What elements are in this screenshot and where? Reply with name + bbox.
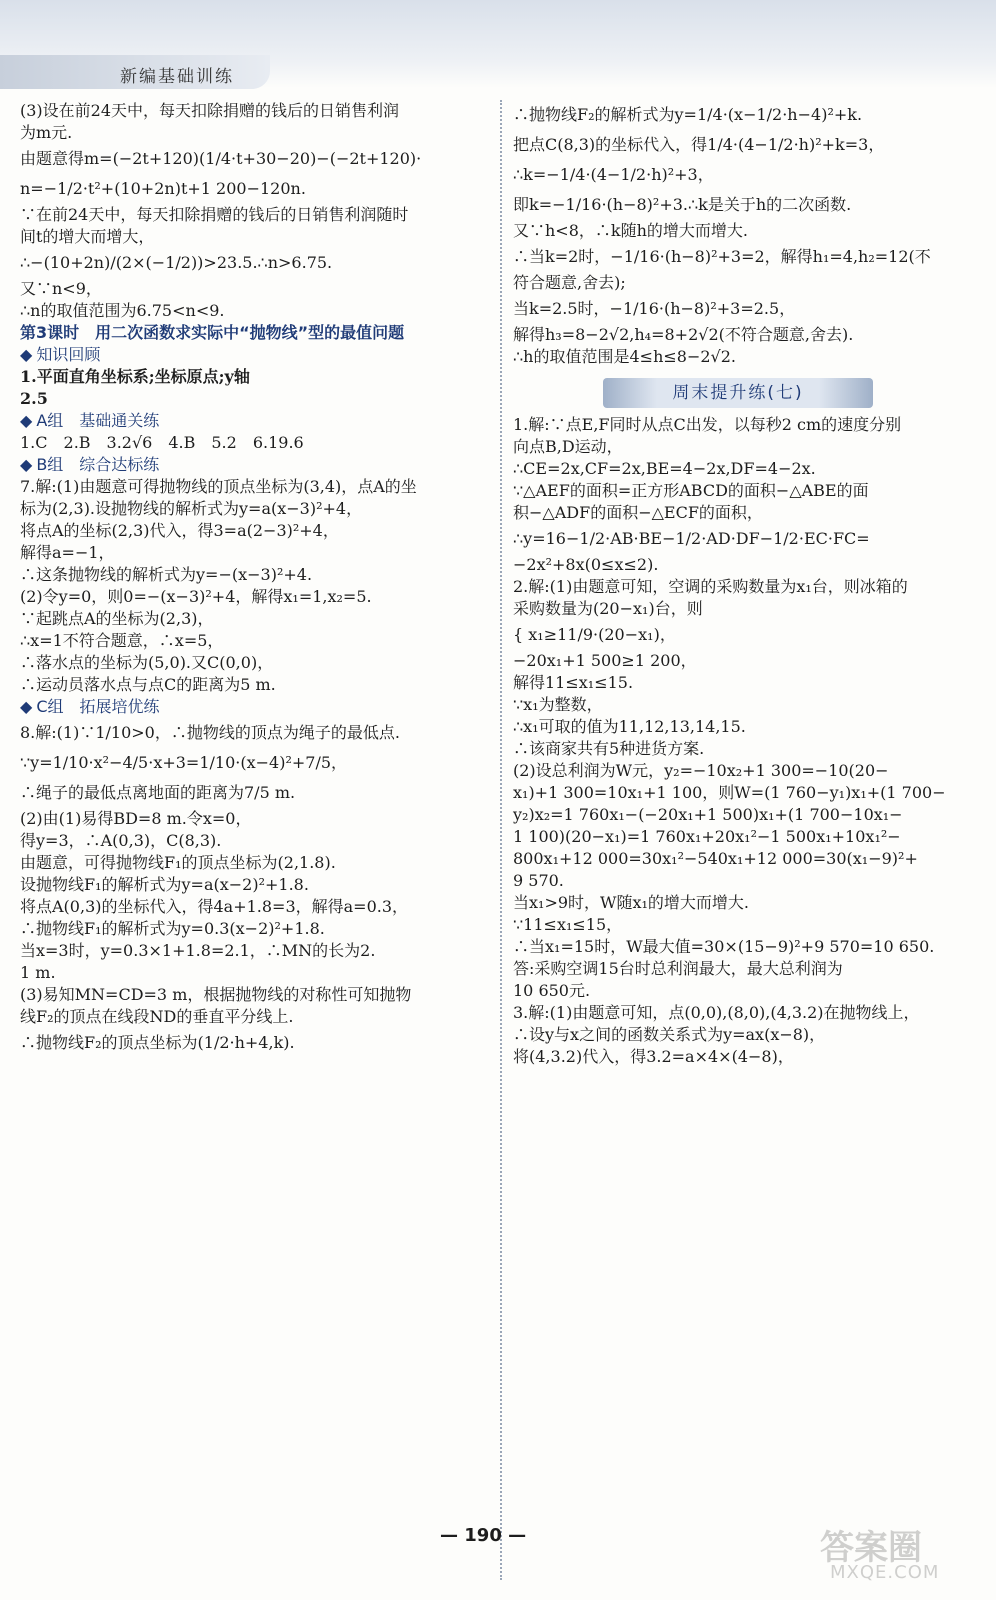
solution-line: (3)易知MN=CD=3 m，根据抛物线的对称性可知抛物 xyxy=(20,985,412,1004)
diamond-icon: ◆ xyxy=(20,411,33,430)
column-divider xyxy=(500,100,502,1580)
solution-line: 答:采购空调15台时总利润最大，最大总利润为 xyxy=(513,959,843,978)
heading-label: 知识回顾 xyxy=(36,345,101,364)
book-title: 新编基础训练 xyxy=(120,67,234,87)
solution-line: 2.解:(1)由题意可知，空调的采购数量为x₁台，则冰箱的 xyxy=(513,577,908,596)
diamond-icon: ◆ xyxy=(20,455,33,474)
weekly-practice-banner: 周末提升练(七) xyxy=(603,378,873,408)
solution-line: 向点B,D运动， xyxy=(513,437,623,456)
diamond-icon: ◆ xyxy=(20,345,33,364)
solution-line: ∴该商家共有5种进货方案. xyxy=(513,739,705,758)
solution-line: (2)设总利润为W元，y₂=−10x₂+1 300=−10(20− xyxy=(513,761,889,780)
solution-line: 由题意，可得抛物线F₁的顶点坐标为(2,1.8). xyxy=(20,853,336,872)
solution-line: 采购数量为(20−x₁)台，则 xyxy=(513,599,703,618)
watermark-logo xyxy=(820,1520,970,1590)
solution-line: 得y=3，∴A(0,3)，C(8,3). xyxy=(20,831,222,850)
solution-line: ∴h的取值范围是4≤h≤8−2√2. xyxy=(513,347,737,366)
solution-line: 线F₂的顶点在线段ND的垂直平分线上. xyxy=(20,1007,294,1026)
heading-label: B组 综合达标练 xyxy=(36,455,160,474)
solution-line: ∴这条抛物线的解析式为y=−(x−3)²+4. xyxy=(20,565,313,584)
right-column xyxy=(513,100,983,1068)
solution-line: 把点C(8,3)的坐标代入，得1/4·(4−1/2·h)²+k=3， xyxy=(513,135,885,154)
solution-line: 又∵h<8，∴k随h的增大而增大. xyxy=(513,221,748,240)
solution-line: ∴抛物线F₂的顶点坐标为(1/2·h+4,k). xyxy=(20,1033,295,1052)
solution-line: 当k=2.5时，−1/16·(h−8)²+3=2.5， xyxy=(513,299,796,318)
solution-line: 3.解:(1)由题意可知，点(0,0),(8,0),(4,3.2)在抛物线上， xyxy=(513,1003,920,1022)
solution-line: ∵11≤x₁≤15， xyxy=(513,915,623,934)
solution-line: −20x₁+1 500≥1 200， xyxy=(513,651,697,670)
solution-line: 即k=−1/16·(h−8)²+3.∴k是关于h的二次函数. xyxy=(513,195,852,214)
solution-line: ∴当x₁=15时，W最大值=30×(15−9)²+9 570=10 650. xyxy=(513,937,935,956)
lesson-title: 第3课时 用二次函数求实际中“抛物线”型的最值问题 xyxy=(20,323,405,342)
solution-line: ∴k=−1/4·(4−1/2·h)²+3， xyxy=(513,165,714,184)
solution-line: 将点A(0,3)的坐标代入，得4a+1.8=3，解得a=0.3， xyxy=(20,897,409,916)
solution-line: 设抛物线F₁的解析式为y=a(x−2)²+1.8. xyxy=(20,875,309,894)
equation-line: ∴−(10+2n)/(2×(−1/2))>23.5.∴n>6.75. xyxy=(20,253,333,272)
solution-line: 当x=3时，y=0.3×1+1.8=2.1，∴MN的长为2. xyxy=(20,941,376,960)
left-column xyxy=(20,100,490,1058)
text-line: (3)设在前24天中，每天扣除捐赠的钱后的日销售利润 xyxy=(20,101,400,120)
group-a-heading xyxy=(20,410,490,432)
solution-line: ∴x₁可取的值为11,12,13,14,15. xyxy=(513,717,746,736)
text-line: ∵在前24天中，每天扣除捐赠的钱后的日销售利润随时 xyxy=(20,205,409,224)
solution-line: 积−△ADF的面积−△ECF的面积， xyxy=(513,503,763,522)
solution-line: 8.解:(1)∵1/10>0，∴抛物线的顶点为绳子的最低点. xyxy=(20,723,400,742)
solution-line: 800x₁+12 000=30x₁²−540x₁+12 000=30(x₁−9)²+ xyxy=(513,849,918,868)
solution-line: ∴运动员落水点与点C的距离为5 m. xyxy=(20,675,276,694)
text-line: ∴n的取值范围为6.75<n<9. xyxy=(20,301,225,320)
answer-line: 1.C 2.B 3.2√6 4.B 5.2 6.19.6 xyxy=(20,433,304,452)
solution-line: { x₁≥11/9·(20−x₁)， xyxy=(513,625,676,644)
solution-line: 将(4,3.2)代入，得3.2=a×4×(4−8)， xyxy=(513,1047,794,1066)
solution-line: ∴当k=2时，−1/16·(h−8)²+3=2，解得h₁=4,h₂=12(不 xyxy=(513,247,931,266)
group-b-heading xyxy=(20,454,490,476)
heading-label: A组 基础通关练 xyxy=(36,411,160,430)
solution-line: 解得h₃=8−2√2,h₄=8+2√2(不符合题意,舍去). xyxy=(513,325,854,344)
solution-line: ∵x₁为整数， xyxy=(513,695,603,714)
diamond-icon: ◆ xyxy=(20,697,33,716)
solution-line: 1 m. xyxy=(20,963,56,982)
solution-line: 1 100)(20−x₁)=1 760x₁+20x₁²−1 500x₁+10x₁²− xyxy=(513,827,901,846)
text-line: 又∵n<9， xyxy=(20,279,102,298)
solution-line: 符合题意,舍去); xyxy=(513,273,626,292)
group-c-heading xyxy=(20,696,490,718)
solution-line: ∵△AEF的面积=正方形ABCD的面积−△ABE的面 xyxy=(513,481,869,500)
watermark-text: 答案圈 xyxy=(820,1528,922,1568)
solution-line: ∴落水点的坐标为(5,0).又C(0,0)， xyxy=(20,653,274,672)
solution-line: ∵y=1/10·x²−4/5·x+3=1/10·(x−4)²+7/5， xyxy=(20,753,348,772)
solution-line: ∴绳子的最低点离地面的距离为7/5 m. xyxy=(20,783,296,802)
solution-line: (2)由(1)易得BD=8 m.令x=0， xyxy=(20,809,252,828)
solution-line: y₂)x₂=1 760x₁−(−20x₁+1 500)x₁+(1 700−10x₁− xyxy=(513,805,903,824)
text-line: 间t的增大而增大， xyxy=(20,227,155,246)
heading-label: C组 拓展培优练 xyxy=(36,697,160,716)
equation-line: n=−1/2·t²+(10+2n)t+1 200−120n. xyxy=(20,179,306,198)
watermark-url: MXQE.COM xyxy=(830,1562,940,1583)
solution-line: ∴CE=2x,CF=2x,BE=4−2x,DF=4−2x. xyxy=(513,459,816,478)
solution-line: 9 570. xyxy=(513,871,564,890)
solution-line: ∴抛物线F₂的解析式为y=1/4·(x−1/2·h−4)²+k. xyxy=(513,105,863,124)
solution-line: 将点A的坐标(2,3)代入，得3=a(2−3)²+4， xyxy=(20,521,339,540)
solution-line: ∴x=1不符合题意，∴x=5， xyxy=(20,631,224,650)
solution-line: ∴y=16−1/2·AB·BE−1/2·AD·DF−1/2·EC·FC= xyxy=(513,529,870,548)
solution-line: x₁)+1 300=10x₁+1 100，则W=(1 760−y₁)x₁+(1 700− xyxy=(513,783,946,802)
answer-line: 2.5 xyxy=(20,389,48,408)
solution-line: 解得11≤x₁≤15. xyxy=(513,673,634,692)
solution-line: 7.解:(1)由题意可得抛物线的顶点坐标为(3,4)，点A的坐 xyxy=(20,477,417,496)
solution-line: −2x²+8x(0≤x≤2). xyxy=(513,555,659,574)
solution-line: ∴抛物线F₁的解析式为y=0.3(x−2)²+1.8. xyxy=(20,919,325,938)
solution-line: ∵起跳点A的坐标为(2,3)， xyxy=(20,609,214,628)
solution-line: 1.解:∵点E,F同时从点C出发，以每秒2 cm的速度分别 xyxy=(513,415,902,434)
solution-line: 标为(2,3).设抛物线的解析式为y=a(x−3)²+4， xyxy=(20,499,363,518)
solution-line: (2)令y=0，则0=−(x−3)²+4，解得x₁=1,x₂=5. xyxy=(20,587,372,606)
solution-line: 解得a=−1， xyxy=(20,543,115,562)
equation-line: 由题意得m=(−2t+120)(1/4·t+30−20)−(−2t+120)· xyxy=(20,149,422,168)
solution-line: ∴设y与x之间的函数关系式为y=ax(x−8)， xyxy=(513,1025,826,1044)
text-line: 为m元. xyxy=(20,123,73,142)
solution-line: 10 650元. xyxy=(513,981,591,1000)
knowledge-review-heading xyxy=(20,344,490,366)
answer-line: 1.平面直角坐标系;坐标原点;y轴 xyxy=(20,367,250,386)
solution-line: 当x₁>9时，W随x₁的增大而增大. xyxy=(513,893,749,912)
page-number: — 190 — xyxy=(440,1525,527,1546)
